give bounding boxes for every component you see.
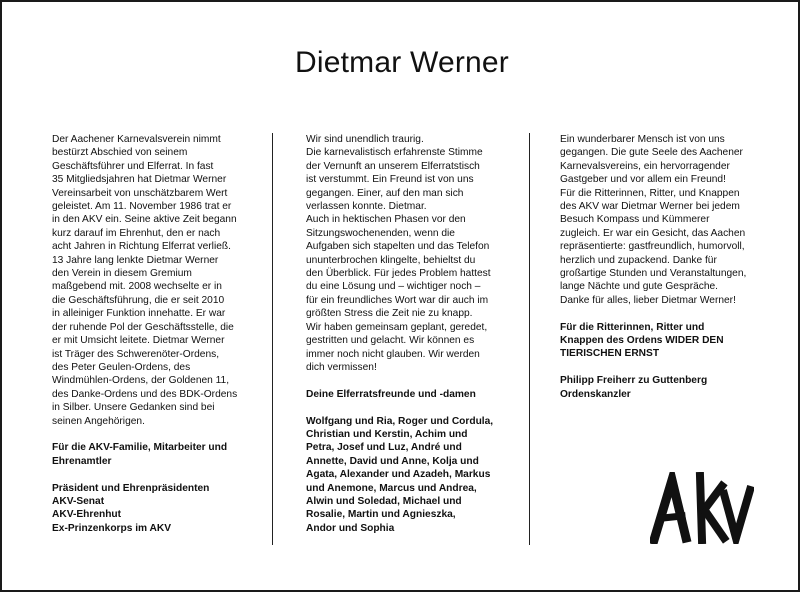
page-title: Dietmar Werner	[295, 46, 509, 79]
column-right	[560, 133, 780, 401]
column-left-signature-2: Präsident und Ehrenpräsidenten AKV-Senat AKV-Ehrenhut Ex-Prinzenkorps im AKV	[52, 482, 210, 534]
column-middle	[306, 133, 526, 535]
column-divider-left	[272, 133, 273, 545]
column-middle-text: Wir sind unendlich traurig. Die karnevalistisch erfahrenste Stimme der Vernunft an unserem Elferratstisch ist verstummt. Ein Freund ist von uns gegangen. Einer, auf den man sich verlassen konnte. Dietmar. Auch in hektischen Phasen vor den Sitzungswochenenden, wenn die Aufgaben sich stapelten und das Telefon ununterbrochen klingelte, behieltst du den Überblick. Für jedes Problem hattest du eine Lösung und – wichtiger noch – für ein freundliches Wort war dir auch im größten Stress die Zeit nie zu knapp. Wir haben gemeinsam geplant, geredet, gestritten und gelacht. Wir können es immer noch nicht glauben. Wir werden dich vermissen!	[306, 134, 491, 373]
akv-logo-icon	[650, 472, 754, 544]
column-middle-signature-1: Deine Elferratsfreunde und -damen	[306, 388, 476, 400]
column-left	[52, 133, 272, 535]
column-left-text: Der Aachener Karnevalsverein nimmt bestürzt Abschied von seinem Geschäftsführer und Elferrat. In fast 35 Mitgliedsjahren hat Dietmar Werner Vereinsarbeit von unschätzbarem Wert geleistet. Am 11. November 1986 trat er in den AKV ein. Seine aktive Zeit begann kurz darauf im Ehrenhut, den er nach acht Jahren in Richtung Elferrat verließ. 13 Jahre lang lenkte Dietmar Werner den Verein in diesem Gremium maßgebend mit. 2008 wechselte er in die Geschäftsführung, die er seit 2010 in alleiniger Funktion innehatte. Er war der ruhende Pol der Geschäftsstelle, die er mit Umsicht leitete. Dietmar Werner ist Träger des Schwerenöter-Ordens, des Peter Geulen-Ordens, des Windmühlen-Ordens, der Goldenen 11, des Danke-Ordens und des BDK-Ordens in Silber. Unsere Gedanken sind bei seinen Angehörigen.	[52, 134, 238, 427]
column-right-text: Ein wunderbarer Mensch ist von uns gegangen. Die gute Seele des Aachener Karnevalsvereins, ein hervorragender Gastgeber und vor allem ein Freund! Für die Ritterinnen, Ritter, und Knappen des AKV war Dietmar Werner bei jedem Besuch Kompass und Kümmerer zugleich. Er war ein Gesicht, das Aachen repräsentierte: gastfreundlich, humorvoll, herzlich und zupackend. Danke für großartige Stunden und Veranstaltungen, lange Nächte und gute Gespräche. Danke für alles, lieber Dietmar Werner!	[560, 134, 747, 306]
column-right-signature-2: Philipp Freiherr zu Guttenberg Ordenskanzler	[560, 375, 708, 400]
column-divider-right	[529, 133, 530, 545]
column-left-signature-1: Für die AKV-Familie, Mitarbeiter und Ehrenamtler	[52, 442, 228, 467]
column-middle-signature-2: Wolfgang und Ria, Roger und Cordula, Christian und Kerstin, Achim und Petra, Josef und Luz, André und Annette, David und Anne, Kolja und Agata, Alexander und Azadeh, Markus und Anemone, Marcus und Andrea, Alwin und Soledad, Michael und Rosalie, Martin und Agnieszka, Andor und Sophia	[306, 415, 494, 534]
column-right-signature-1: Für die Ritterinnen, Ritter und Knappen des Ordens WIDER DEN TIERISCHEN ERNST	[560, 321, 724, 360]
